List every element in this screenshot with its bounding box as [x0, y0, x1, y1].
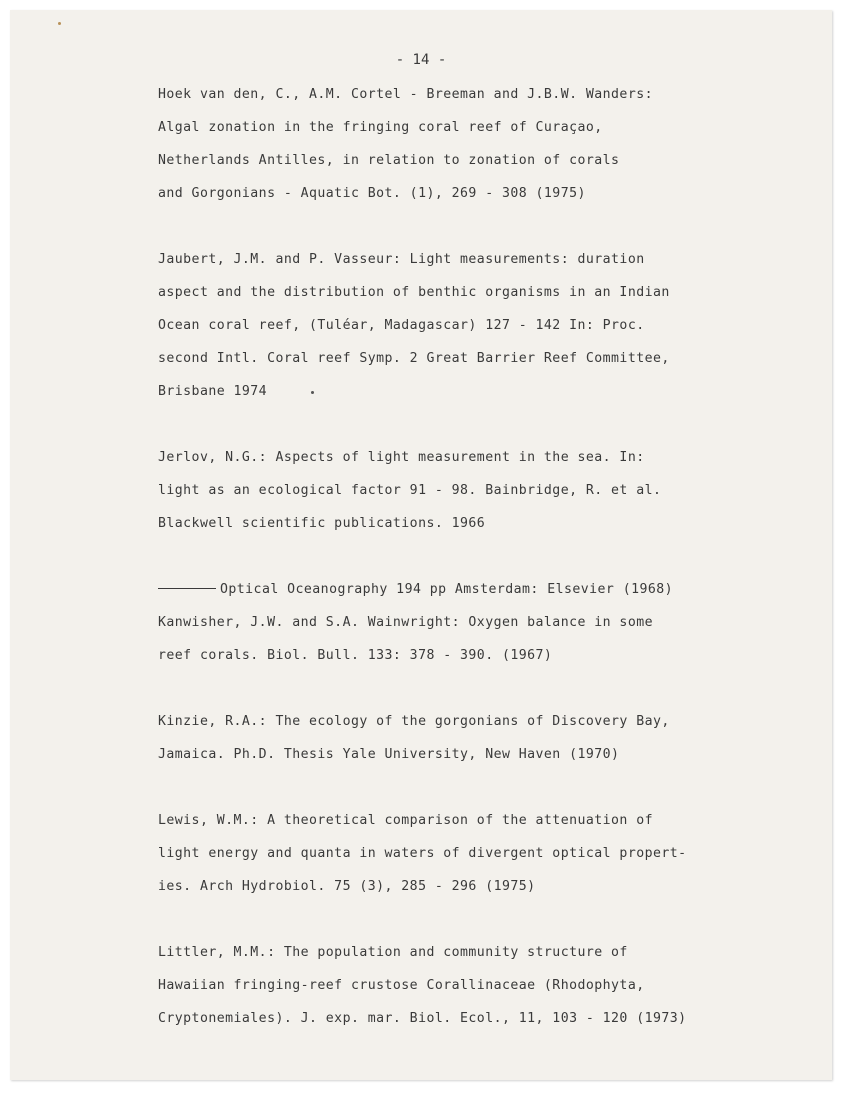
reference-list — [158, 78, 798, 1035]
reference-line: Hoek van den, C., A.M. Cortel - Breeman and J.B.W. Wanders: — [158, 87, 653, 102]
reference-line: light energy and quanta in waters of divergent optical propert- — [158, 846, 687, 861]
reference-line: Netherlands Antilles, in relation to zonation of corals — [158, 153, 620, 168]
reference-spacer — [158, 540, 798, 573]
reference-line: aspect and the distribution of benthic organisms in an Indian — [158, 285, 670, 300]
reference-line: Hawaiian fringing-reef crustose Corallinaceae (Rhodophyta, — [158, 978, 645, 993]
reference-line: Jerlov, N.G.: Aspects of light measurement in the sea. In: — [158, 450, 645, 465]
paper-speck — [311, 391, 314, 394]
reference-line: Jamaica. Ph.D. Thesis Yale University, New Haven (1970) — [158, 747, 620, 762]
reference-line: Kinzie, R.A.: The ecology of the gorgonians of Discovery Bay, — [158, 714, 670, 729]
reference-line: Littler, M.M.: The population and community structure of — [158, 945, 628, 960]
document-page — [10, 10, 832, 1080]
reference-line: Brisbane 1974 — [158, 384, 268, 399]
reference-line: Cryptonemiales). J. exp. mar. Biol. Ecol., 11, 103 - 120 (1973) — [158, 1011, 687, 1026]
reference-line: Jaubert, J.M. and P. Vasseur: Light measurements: duration — [158, 252, 645, 267]
reference-line: Blackwell scientific publications. 1966 — [158, 516, 486, 531]
page-number: - 14 - — [395, 52, 447, 68]
reference-line: Kanwisher, J.W. and S.A. Wainwright: Oxygen balance in some — [158, 615, 653, 630]
reference-line: ies. Arch Hydrobiol. 75 (3), 285 - 296 (1975) — [158, 879, 536, 894]
reference-line: Lewis, W.M.: A theoretical comparison of the attenuation of — [158, 813, 653, 828]
reference-line-text: Optical Oceanography 194 pp Amsterdam: Elsevier (1968) — [220, 582, 674, 597]
reference-line: Ocean coral reef, (Tuléar, Madagascar) 127 - 142 In: Proc. — [158, 318, 645, 333]
reference-line: Algal zonation in the fringing coral reef of Curaçao, — [158, 120, 603, 135]
reference-line: second Intl. Coral reef Symp. 2 Great Barrier Reef Committee, — [158, 351, 670, 366]
reference-line: light as an ecological factor 91 - 98. Bainbridge, R. et al. — [158, 483, 662, 498]
reference-spacer — [158, 903, 798, 936]
reference-spacer — [158, 672, 798, 705]
paper-speck — [58, 22, 61, 25]
reference-line-dash-lead — [158, 573, 798, 606]
reference-spacer — [158, 771, 798, 804]
ditto-dash — [158, 588, 216, 589]
reference-spacer — [158, 408, 798, 441]
reference-spacer — [158, 210, 798, 243]
reference-line: and Gorgonians - Aquatic Bot. (1), 269 - 308 (1975) — [158, 186, 586, 201]
reference-line: reef corals. Biol. Bull. 133: 378 - 390. (1967) — [158, 648, 553, 663]
